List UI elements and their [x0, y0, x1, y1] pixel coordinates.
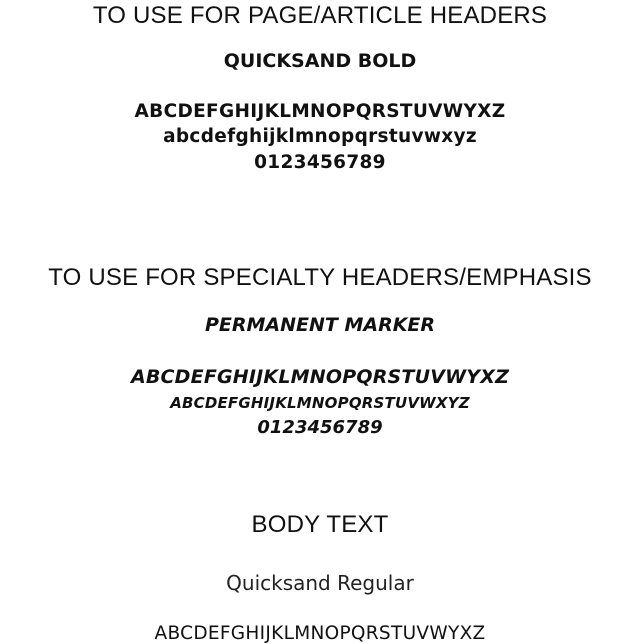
sample-digits-quicksand-bold: 0123456789: [254, 152, 386, 173]
section-title-body-text: BODY TEXT: [251, 511, 389, 538]
sample-lowercase-permanent-marker: ABCDEFGHIJKLMNOPQRSTUVWXYZ: [170, 394, 470, 412]
sample-lowercase-quicksand-bold: abcdefghijklmnopqrstuvwxyz: [163, 126, 477, 147]
section-title-specialty-headers: TO USE FOR SPECIALTY HEADERS/EMPHASIS: [48, 264, 592, 291]
sample-uppercase-quicksand-bold: ABCDEFGHIJKLMNOPQRSTUVWYXZ: [134, 101, 506, 122]
font-name-permanent-marker: PERMANENT MARKER: [204, 314, 436, 336]
sample-uppercase-quicksand-regular: ABCDEFGHIJKLMNOPQRSTUVWYXZ: [154, 623, 486, 644]
sample-digits-permanent-marker: 0123456789: [257, 417, 383, 438]
section-title-page-article-headers: TO USE FOR PAGE/ARTICLE HEADERS: [92, 2, 548, 29]
font-name-quicksand-bold: QUICKSAND BOLD: [223, 50, 417, 72]
font-name-quicksand-regular: Quicksand Regular: [226, 571, 414, 595]
sample-uppercase-permanent-marker: ABCDEFGHIJKLMNOPQRSTUVWYXZ: [130, 366, 510, 388]
